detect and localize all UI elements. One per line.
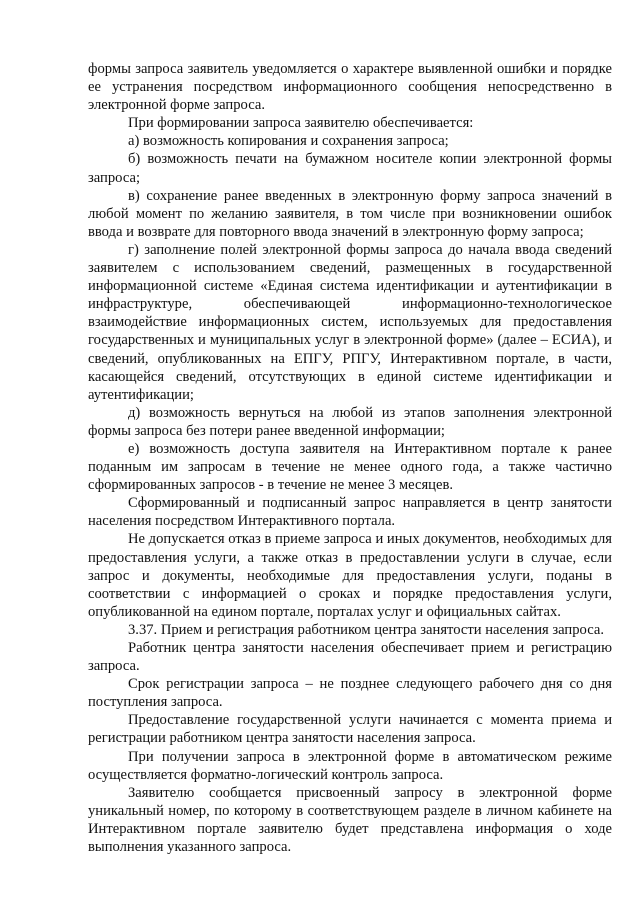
paragraph-service-start: Предоставление государственной услуги начинается с момента приема и регистрации работником центра занятости населения запроса. <box>88 712 612 747</box>
paragraph-section-3-37: 3.37. Прием и регистрация работником центра занятости населения запроса. <box>128 621 604 638</box>
paragraph-provisions-intro: При формировании запроса заявителю обеспечивается: <box>128 115 474 132</box>
paragraph-item-a: а) возможность копирования и сохранения запроса; <box>128 133 449 150</box>
paragraph-item-v: в) сохранение ранее введенных в электронную форму запроса значений в любой момент по желанию заявителя, в том числе при возникновении ошибок ввода и возврате для повторного ввода значений в электронную форму запроса; <box>88 187 612 240</box>
paragraph-item-g: г) заполнение полей электронной формы запроса до начала ввода сведений заявителем с использованием сведений, размещенных в государственной информационной системе «Единая система идентификации и аутентификации в инфраструктуре, обеспечивающей информационно-технологическое взаимодействие информационных систем, используемых для предоставления государственных и муниципальных услуг в электронной форме» (далее – ЕСИА), и сведений, опубликованных на ЕПГУ, РПГУ, Интерактивном портале, в части, касающейся сведений, отсутствующих в единой системе идентификации и аутентификации; <box>88 241 612 403</box>
paragraph-registration-term: Срок регистрации запроса – не позднее следующего рабочего дня со дня поступления запроса. <box>88 676 612 711</box>
paragraph-item-b: б) возможность печати на бумажном носителе копии электронной формы запроса; <box>88 151 612 186</box>
paragraph-format-control: При получении запроса в электронной форме в автоматическом режиме осуществляется форматно-логический контроль запроса. <box>88 748 612 783</box>
paragraph-reception: Работник центра занятости населения обеспечивает прием и регистрацию запроса. <box>88 640 612 675</box>
paragraph-refusal-not-allowed: Не допускается отказ в приеме запроса и иных документов, необходимых для предоставления услуги, а также отказ в предоставлении услуги в случае, если запрос и документы, необходимые для предоставления услуги, поданы в соответствии с информацией о сроках и порядке предоставления услуги, опубликованной на едином портале, порталах услуг и официальных сайтах. <box>88 531 612 620</box>
document-page <box>88 60 612 856</box>
paragraph-item-d: д) возможность вернуться на любой из этапов заполнения электронной формы запроса без потери ранее введенной информации; <box>88 404 612 439</box>
paragraph-unique-number: Заявителю сообщается присвоенный запросу в электронной форме уникальный номер, по которому в соответствующем разделе в личном кабинете на Интерактивном портале заявителю будет представлена информация о ходе выполнения указанного запроса. <box>88 784 612 856</box>
paragraph-submission: Сформированный и подписанный запрос направляется в центр занятости населения посредством Интерактивного портала. <box>88 495 612 530</box>
paragraph-error-notice: формы запроса заявитель уведомляется о характере выявленной ошибки и порядке ее устранения посредством информационного сообщения непосредственно в электронной форме запроса. <box>88 61 612 114</box>
paragraph-item-e: е) возможность доступа заявителя на Интерактивном портале к ранее поданным им запросам в течение не менее одного года, а также частично сформированных запросов - в течение не менее 3 месяцев. <box>88 440 612 494</box>
